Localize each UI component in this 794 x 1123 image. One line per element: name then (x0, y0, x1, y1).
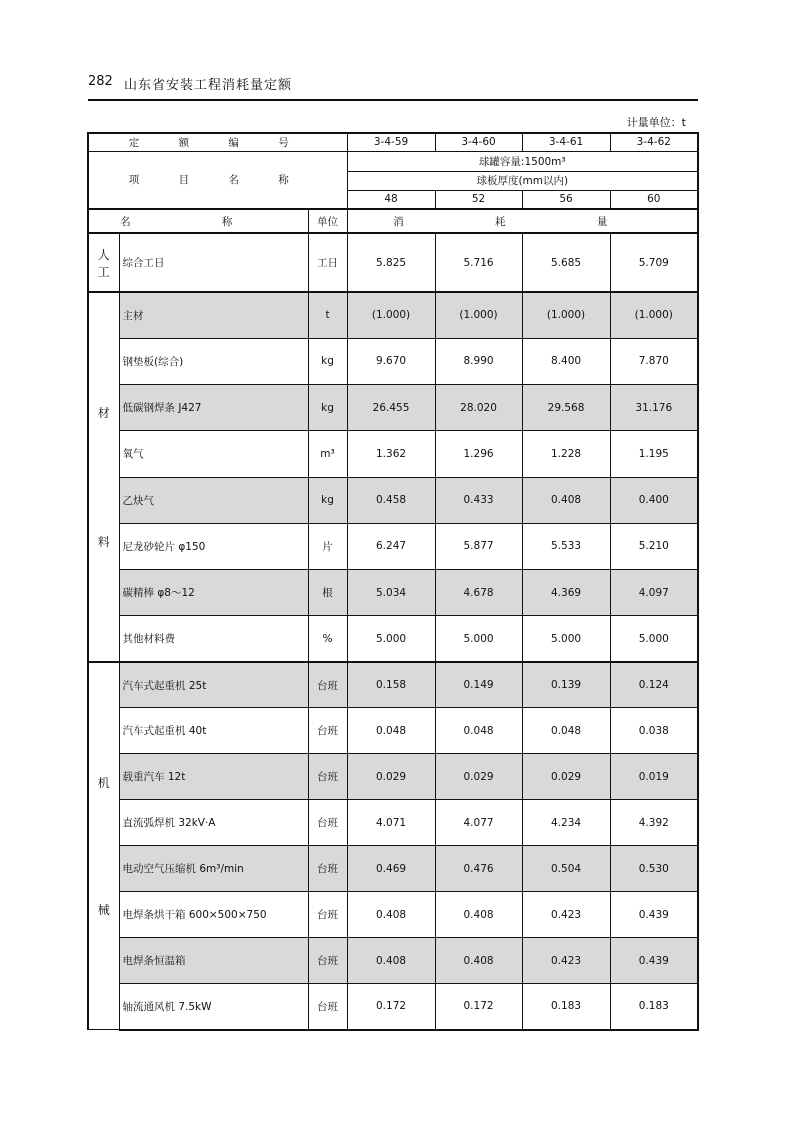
category-char: 人 (97, 247, 110, 262)
value-cell: 31.176 (610, 385, 698, 431)
table-row (88, 431, 698, 477)
item-unit: 片 (308, 523, 347, 569)
value-cell: 4.077 (435, 800, 522, 846)
value-cell: 29.568 (522, 385, 610, 431)
value-cell: 0.172 (435, 984, 522, 1030)
value-cell: 0.158 (347, 662, 435, 708)
value-cell: 0.439 (610, 938, 698, 984)
value-cell: 1.296 (435, 431, 522, 477)
value-cell: 0.172 (347, 984, 435, 1030)
value-cell: 8.990 (435, 338, 522, 384)
value-cell: 4.392 (610, 800, 698, 846)
value-cell: 0.408 (435, 892, 522, 938)
value-cell: (1.000) (347, 292, 435, 338)
value-cell: 0.124 (610, 662, 698, 708)
value-cell: 0.400 (610, 477, 698, 523)
page-number: 282 (88, 74, 113, 89)
table-row (88, 570, 698, 616)
value-cell: (1.000) (610, 292, 698, 338)
value-cell: 0.408 (435, 938, 522, 984)
code-cell: 3-4-62 (610, 133, 698, 151)
value-cell: 5.685 (522, 233, 610, 292)
item-unit: t (308, 292, 347, 338)
value-cell: 0.408 (347, 892, 435, 938)
category-labor-label (89, 246, 119, 280)
value-cell: 0.048 (435, 708, 522, 754)
table-row (88, 800, 698, 846)
value-cell: 0.048 (522, 708, 610, 754)
table-row (88, 938, 698, 984)
value-cell: 5.709 (610, 233, 698, 292)
item-unit: 工日 (308, 233, 347, 292)
value-cell: 0.530 (610, 846, 698, 892)
item-name: 电焊条烘干箱 600×500×750 (119, 892, 308, 938)
item-name: 综合工日 (119, 233, 308, 292)
value-cell: 0.423 (522, 892, 610, 938)
value-cell: 0.038 (610, 708, 698, 754)
table-row (88, 477, 698, 523)
category-machine (88, 662, 119, 1030)
value-cell: 9.670 (347, 338, 435, 384)
item-name: 汽车式起重机 40t (119, 708, 308, 754)
category-char: 材 (97, 406, 110, 421)
thickness-label: 球板厚度(mm以内) (347, 171, 698, 190)
category-char: 械 (97, 903, 110, 918)
value-cell: 6.247 (347, 523, 435, 569)
value-cell: 0.458 (347, 477, 435, 523)
item-unit: kg (308, 385, 347, 431)
value-cell: 4.097 (610, 570, 698, 616)
item-unit: 台班 (308, 892, 347, 938)
value-cell: 1.228 (522, 431, 610, 477)
item-unit: 台班 (308, 754, 347, 800)
category-char: 工 (97, 264, 110, 279)
value-cell: 0.029 (347, 754, 435, 800)
value-cell: 0.029 (435, 754, 522, 800)
item-name: 钢垫板(综合) (119, 338, 308, 384)
item-name: 氧气 (119, 431, 308, 477)
item-name: 尼龙砂轮片 φ150 (119, 523, 308, 569)
item-name: 电焊条恒温箱 (119, 938, 308, 984)
value-cell: 0.149 (435, 662, 522, 708)
item-unit: 台班 (308, 800, 347, 846)
value-cell: 5.716 (435, 233, 522, 292)
item-name: 乙炔气 (119, 477, 308, 523)
item-label: 项 目 名 称 (88, 151, 347, 209)
table-row (88, 523, 698, 569)
code-cell: 3-4-59 (347, 133, 435, 151)
item-unit: 台班 (308, 662, 347, 708)
value-cell: 0.504 (522, 846, 610, 892)
value-cell: 4.678 (435, 570, 522, 616)
col-unit-header: 单位 (308, 209, 347, 233)
value-cell: 4.369 (522, 570, 610, 616)
item-name: 电动空气压缩机 6m³/min (119, 846, 308, 892)
table-row (88, 338, 698, 384)
col-name-header: 名 称 (88, 209, 308, 233)
quota-table (87, 132, 699, 1031)
col-consumption-header: 消 耗 量 (347, 209, 698, 233)
value-cell: 0.476 (435, 846, 522, 892)
value-cell: 1.195 (610, 431, 698, 477)
value-cell: 5.034 (347, 570, 435, 616)
value-cell: 5.000 (522, 616, 610, 662)
value-cell: 0.183 (610, 984, 698, 1030)
item-name: 碳精棒 φ8～12 (119, 570, 308, 616)
table-row (88, 892, 698, 938)
thickness-cell: 48 (347, 190, 435, 209)
code-label: 定 额 编 号 (88, 133, 347, 151)
category-char: 料 (97, 534, 110, 549)
table-row (88, 616, 698, 662)
table-row (88, 233, 698, 292)
code-cell: 3-4-61 (522, 133, 610, 151)
value-cell: (1.000) (522, 292, 610, 338)
category-char: 机 (97, 775, 110, 790)
table-row (88, 385, 698, 431)
item-unit: 台班 (308, 846, 347, 892)
capacity-label: 球罐容量:1500m³ (347, 151, 698, 171)
value-cell: 5.825 (347, 233, 435, 292)
category-machine-label (89, 663, 119, 1029)
table-row (88, 754, 698, 800)
item-unit: kg (308, 338, 347, 384)
value-cell: 0.019 (610, 754, 698, 800)
value-cell: 4.234 (522, 800, 610, 846)
value-cell: 0.183 (522, 984, 610, 1030)
thickness-cell: 52 (435, 190, 522, 209)
code-cell: 3-4-60 (435, 133, 522, 151)
value-cell: 8.400 (522, 338, 610, 384)
item-name: 轴流通风机 7.5kW (119, 984, 308, 1030)
value-cell: 0.423 (522, 938, 610, 984)
page-header (88, 74, 698, 100)
thickness-cell: 56 (522, 190, 610, 209)
value-cell: (1.000) (435, 292, 522, 338)
table-row (88, 292, 698, 338)
value-cell: 5.877 (435, 523, 522, 569)
value-cell: 5.000 (610, 616, 698, 662)
value-cell: 5.000 (435, 616, 522, 662)
value-cell: 28.020 (435, 385, 522, 431)
category-material-label (89, 293, 119, 661)
code-row (88, 133, 698, 151)
value-cell: 5.210 (610, 523, 698, 569)
table-row (88, 662, 698, 708)
item-unit: kg (308, 477, 347, 523)
value-cell: 0.439 (610, 892, 698, 938)
value-cell: 5.533 (522, 523, 610, 569)
value-cell: 0.048 (347, 708, 435, 754)
item-name: 其他材料费 (119, 616, 308, 662)
value-cell: 0.433 (435, 477, 522, 523)
book-title: 山东省安装工程消耗量定额 (124, 78, 293, 93)
item-unit: 台班 (308, 708, 347, 754)
value-cell: 26.455 (347, 385, 435, 431)
value-cell: 5.000 (347, 616, 435, 662)
item-unit: % (308, 616, 347, 662)
value-cell: 4.071 (347, 800, 435, 846)
table-row (88, 708, 698, 754)
thickness-cell: 60 (610, 190, 698, 209)
item-name: 汽车式起重机 25t (119, 662, 308, 708)
item-unit: 台班 (308, 984, 347, 1030)
value-cell: 7.870 (610, 338, 698, 384)
value-cell: 1.362 (347, 431, 435, 477)
header-rule (88, 99, 698, 101)
column-header-row (88, 209, 698, 233)
value-cell: 0.408 (522, 477, 610, 523)
value-cell: 0.029 (522, 754, 610, 800)
item-unit: 台班 (308, 938, 347, 984)
table-row (88, 984, 698, 1030)
unit-note: 计量单位：t (626, 116, 686, 129)
table-row (88, 846, 698, 892)
item-name: 直流弧焊机 32kV·A (119, 800, 308, 846)
category-labor (88, 233, 119, 292)
value-cell: 0.408 (347, 938, 435, 984)
value-cell: 0.139 (522, 662, 610, 708)
category-material (88, 292, 119, 662)
capacity-row (88, 151, 698, 171)
item-unit: m³ (308, 431, 347, 477)
item-unit: 根 (308, 570, 347, 616)
value-cell: 0.469 (347, 846, 435, 892)
item-name: 主材 (119, 292, 308, 338)
item-name: 载重汽车 12t (119, 754, 308, 800)
item-name: 低碳钢焊条 J427 (119, 385, 308, 431)
